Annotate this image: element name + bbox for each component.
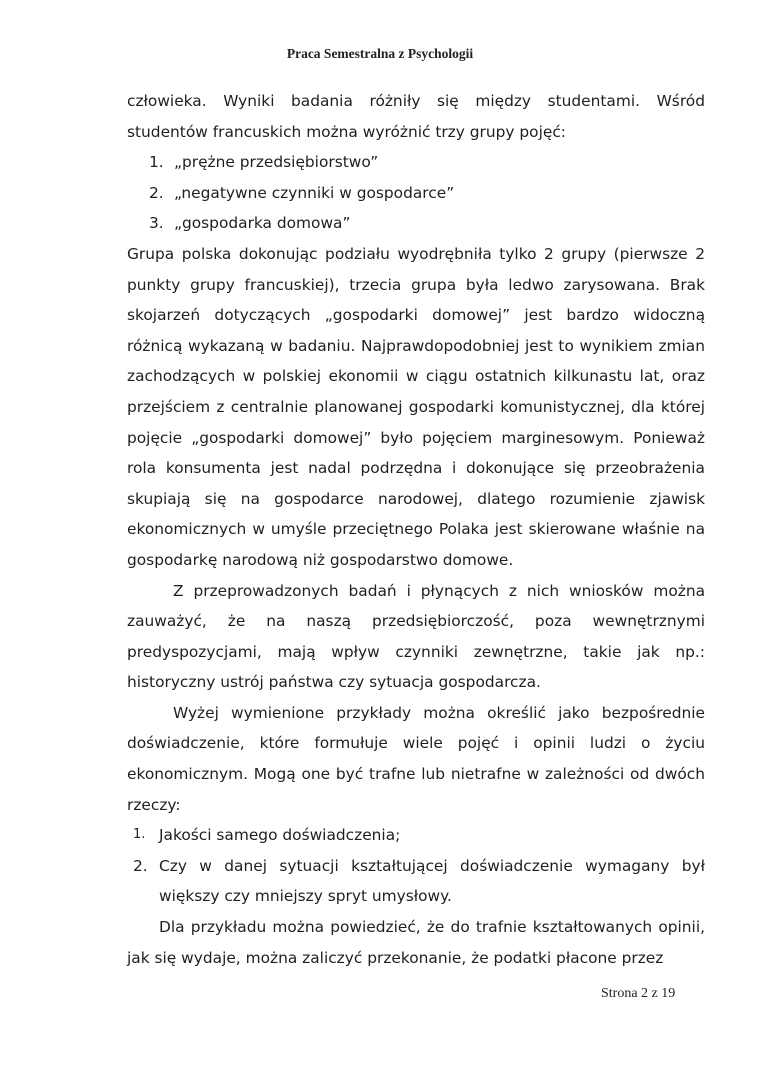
- concept-groups-list: [127, 147, 705, 239]
- page-number: Strona 2 z 19: [601, 986, 676, 1001]
- paragraph-3: Z przeprowadzonych badań i płynących z nich wniosków można zauważyć, że na naszą przedsiębiorczość, poza wewnętrznymi predyspozycjami, mają wpływ czynniki zewnętrzne, takie jak np.: historyczny ustrój państwa czy sytuacja gospodarcza.: [127, 581, 705, 692]
- list-item: [127, 820, 705, 851]
- list-item: [127, 147, 705, 178]
- paragraph-1: człowieka. Wyniki badania różniły się między studentami. Wśród studentów francuskich można wyróżnić trzy grupy pojęć:: [127, 92, 705, 141]
- list-item-text: „negatywne czynniki w gospodarce”: [174, 183, 455, 202]
- paragraph-2: Grupa polska dokonując podziału wyodrębniła tylko 2 grupy (pierwsze 2 punkty grupy francuskiej), trzecia grupa była ledwo zarysowana. Brak skojarzeń dotyczących „gospodarki domowej” jest bardzo widoczną różnicą wykazaną w badaniu. Najprawdopodobniej jest to wynikiem zmian zachodzących w polskiej ekonomii w ciągu ostatnich kilkunastu lat, oraz przejściem z centralnie planowanej gospodarki komunistycznej, dla której pojęcie „gospodarki domowej” było pojęciem marginesowym. Ponieważ rola konsumenta jest nadal podrzędna i dokonujące się przeobrażenia skupiają się na gospodarce narodowej, dlatego rozumienie zjawisk ekonomicznych w umyśle przeciętnego Polaka jest skierowane właśnie na gospodarkę narodową niż gospodarstwo domowe.: [127, 244, 705, 569]
- list-item-text: Czy w danej sytuacji kształtującej doświadczenie wymagany był większy czy mniejszy spryt umysłowy.: [159, 856, 705, 906]
- paragraph-4: Wyżej wymienione przykłady można określić jako bezpośrednie doświadczenie, które formułuje wiele pojęć i opinii ludzi o życiu ekonomicznym. Mogą one być trafne lub nietrafne w zależności od dwóch rzeczy:: [127, 703, 705, 814]
- list-item-text: „prężne przedsiębiorstwo”: [174, 153, 379, 172]
- list-number: 3.: [149, 214, 164, 233]
- list-number: 2.: [149, 183, 164, 202]
- paragraph-5: Dla przykładu można powiedzieć, że do trafnie kształtowanych opinii, jak się wydaje, można zaliczyć przekonanie, że podatki płacone przez: [127, 918, 705, 967]
- list-number: 1.: [133, 827, 146, 843]
- list-number: 1.: [149, 153, 164, 172]
- list-item: [127, 208, 705, 239]
- list-item-text: Jakości samego doświadczenia;: [159, 826, 401, 845]
- document-body: [127, 86, 705, 973]
- list-item: [127, 178, 705, 209]
- list-item-text: „gospodarka domowa”: [174, 214, 351, 233]
- page-header: Praca Semestralna z Psychologii: [286, 46, 474, 61]
- list-item: [127, 851, 705, 912]
- factors-list: [127, 820, 705, 912]
- list-number: 2.: [133, 856, 148, 875]
